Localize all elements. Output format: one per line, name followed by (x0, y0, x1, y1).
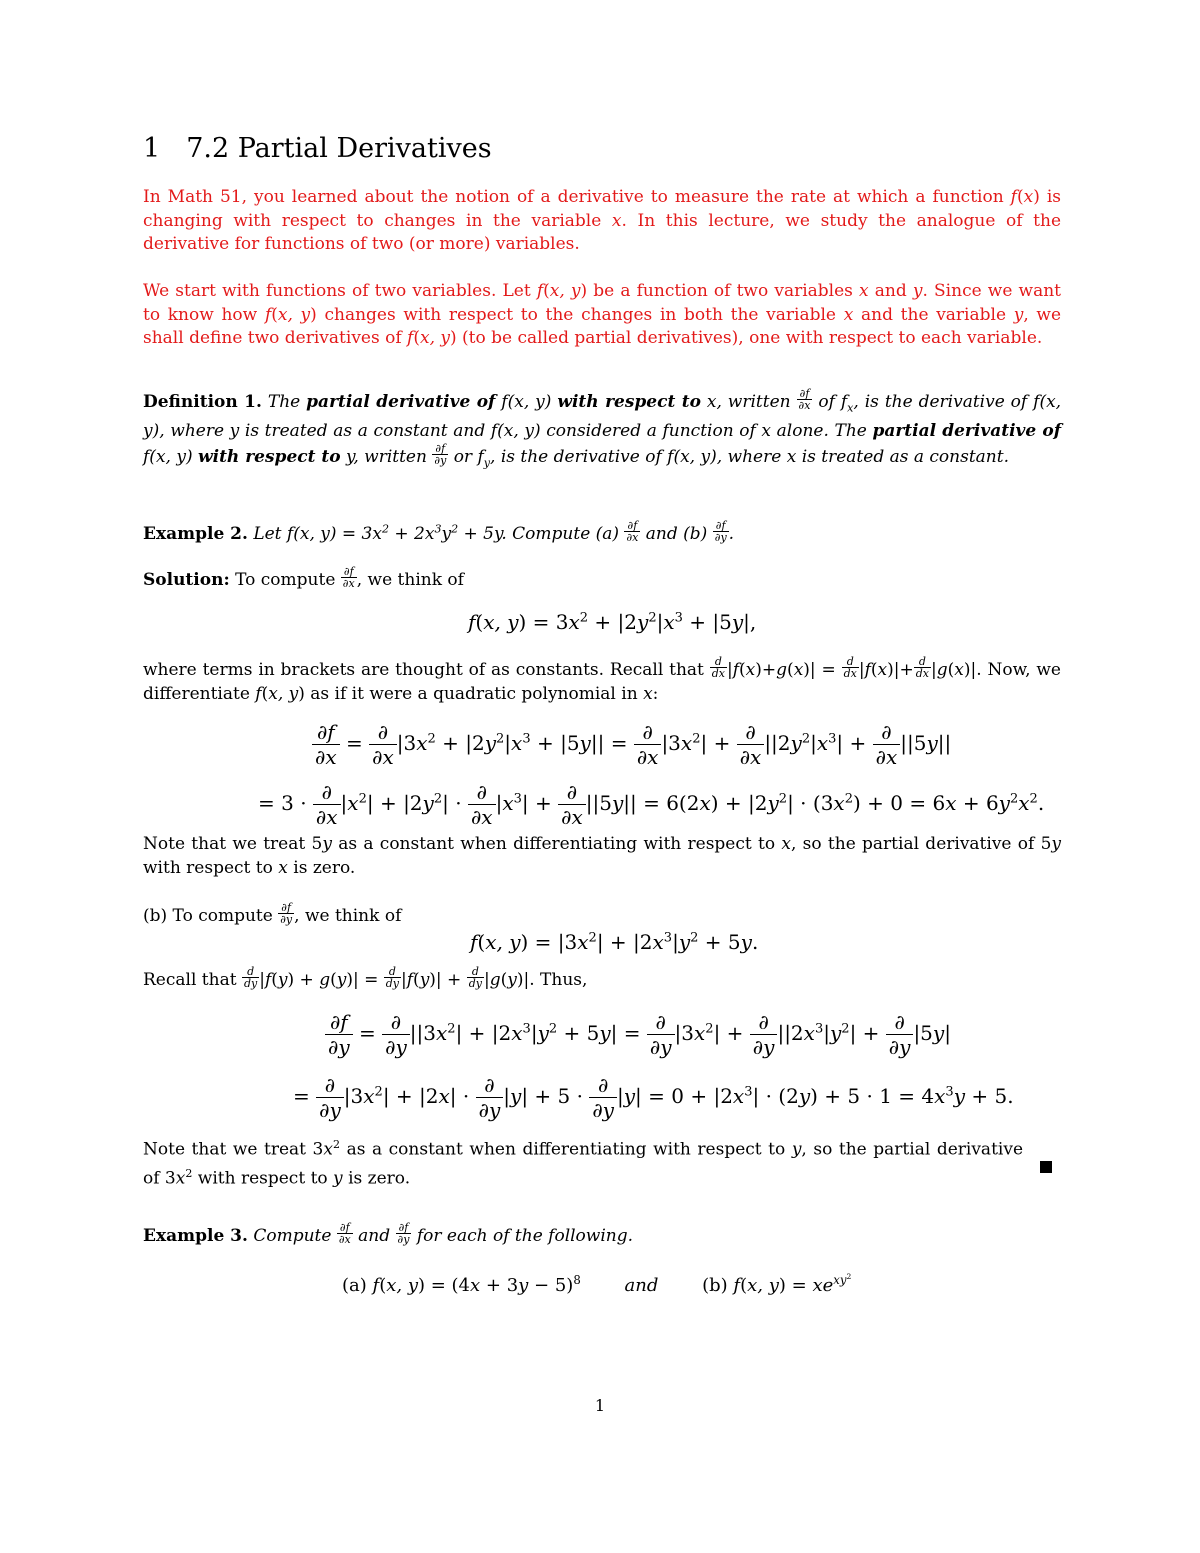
section-title: 7.2 Partial Derivatives (186, 133, 492, 164)
definition-1: Definition 1. The partial derivative of f(x, y) with respect to x, written $\frac{\partial f}{\partial x}$ of $f_x$, is the derivative of f(x, y), where y is treated as a constant and f(x, y) considered a function of x alone. The partial derivative of f(x, y) with respect to y, written $\frac{\partial f}{\partial y}$ or $f_y$, is the derivative of f(x, y), where x is treated as a constant. (143, 387, 1062, 470)
example-3-statement: Example 3. Compute $\frac{\partial f}{\partial x}$ and $\frac{\partial f}{\partial y}$ for each of the following. (143, 1221, 634, 1246)
qed-square-icon (1040, 1161, 1052, 1173)
equation-think-x: f(x, $y) = 3x^2 + |2y^2|x^3 + |5y|$, (468, 610, 757, 634)
note-constant-3x2: Note that we treat $3x^2$ as a constant when differentiating with respect to y, so the partial derivative of $3x^2$ with respect to y is zero. (143, 1138, 1023, 1189)
page-number: 1 (594, 1396, 606, 1415)
recall-sum-rule: where terms in brackets are thought of as constants. Recall that $\frac{d}{dx}$ |f(x)+g(x)| = $\frac{d}{dx}$ |f(x)|+ $\frac{d}{dx}$ |g(x)|. Now, we differentiate f(x, y) as if it were a quadratic polynomial in x: (143, 655, 1061, 704)
example-2-statement: Example 2. Let f(x, $y) = 3x^2 + 2x^3y^2 + 5y$. Compute (a) $\frac{\partial f}{\partial x}$ and (b) $\frac{\partial f}{\partial y}$ . (143, 519, 735, 544)
solution-intro: Solution: To compute $\frac{\partial f}{\partial x}$ , we think of (143, 565, 464, 590)
note-constant-5y: Note that we treat 5y as a constant when differentiating with respect to x, so the partial derivative of 5y with respect to x is zero. (143, 834, 1062, 878)
equation-think-y: f(x, $y) = |3x^2| + |2x^3|y^2 + 5y$. (470, 930, 759, 954)
intro-paragraph-1: In Math 51, you learned about the notion of a derivative to measure the rate at which a function f(x) is changing with respect to changes in the variable x. In this lecture, we study the analogue of the derivative for functions of two (or more) variables. (143, 187, 1062, 254)
equation-dfdx-line1: $\frac{\partial f}{\partial x}$ = $\frac{\partial}{\partial x}$ $|3x^2 + |2y^2|x^3 + |5y||$ = $\frac{\partial}{\partial x}$ $|3x^2|$ + $\frac{\partial}{\partial x}$ $||2y^2|x^3|$ + $\frac{\partial}{\partial x}$ ||5y|| (312, 720, 951, 769)
section-number: 1 (143, 133, 161, 164)
part-b-intro: (b) To compute $\frac{\partial f}{\partial y}$ , we think of (143, 901, 402, 926)
recall-sum-rule-y: Recall that $\frac{d}{dy}$ |f(y) + g(y)| = $\frac{d}{dy}$ |f(y)| + $\frac{d}{dy}$ |g(y)|. Thus, (143, 965, 588, 990)
equation-dfdx-line2: = 3 · $\frac{\partial}{\partial x}$ $|x^2| + |2y^2|$ · $\frac{\partial}{\partial x}$ $|x^3|$ + $\frac{\partial}{\partial x}$ $||5y|| = 6(2x) + |2y^2| \cdot (3x^2) + 0 = 6x + 6y^2x^2$. (258, 780, 1045, 829)
definition-label: Definition 1. (143, 392, 262, 412)
equation-dfdy-line1: $\frac{\partial f}{\partial y}$ = $\frac{\partial}{\partial y}$ $||3x^2| + |2x^3|y^2 + 5y|$ = $\frac{\partial}{\partial y}$ $|3x^2|$ + $\frac{\partial}{\partial y}$ $||2x^3|y^2|$ + $\frac{\partial}{\partial y}$ |5y| (325, 1010, 951, 1059)
intro-paragraph-2: We start with functions of two variables. Let f(x, y) be a function of two variables x and y. Since we want to know how f(x, y) changes with respect to the changes in both the variable x and the variable y, we shall define two derivatives of f(x, y) (to be called partial derivatives), one with respect to each variable. (143, 281, 1062, 348)
section-heading (143, 133, 492, 164)
example-3-functions: (a) f(x, $y) = (4x + 3y - 5)^8$ and (b) f(x, $y) = xe^{xy^2}$ (342, 1272, 852, 1296)
equation-dfdy-line2: = $\frac{\partial}{\partial y}$ $|3x^2| + |2x|$ · $\frac{\partial}{\partial y}$ |y| + 5 · $\frac{\partial}{\partial y}$ $|y| = 0 + |2x^3| \cdot (2y) + 5 \cdot 1 = 4x^3y + 5$. (293, 1073, 1014, 1122)
